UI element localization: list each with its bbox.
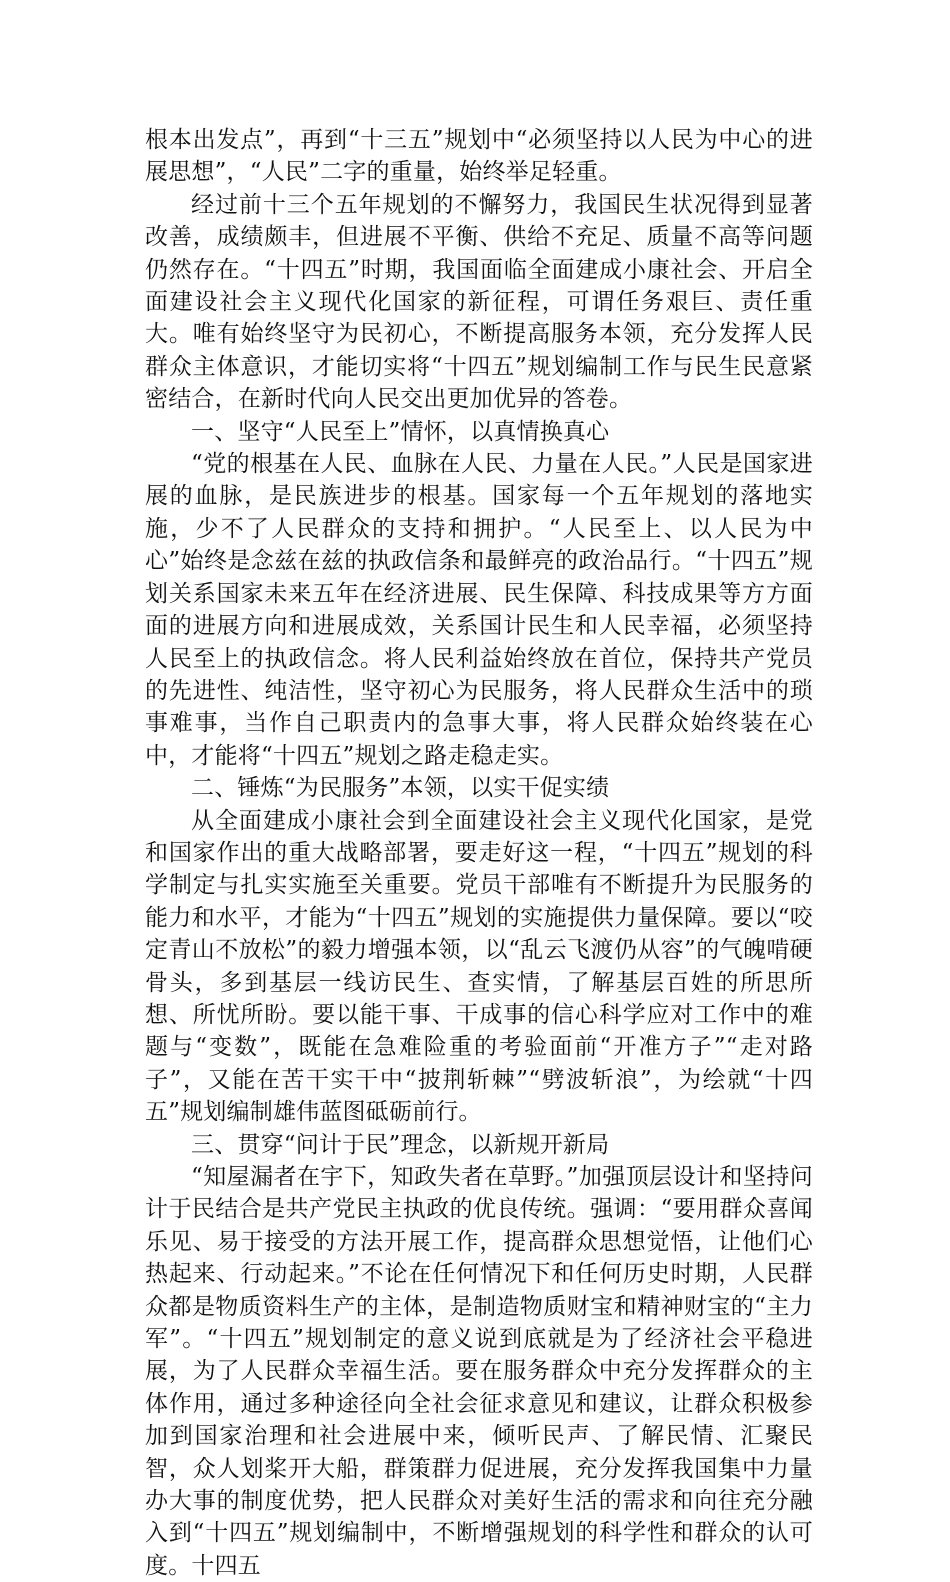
section-heading-1: 一、坚守“人民至上”情怀，以真情换真心 xyxy=(191,418,610,445)
paragraph-section-2: 从全面建成小康社会到全面建设社会主义现代化国家，是党和国家作出的重大战略部署，要走好这一程，“十四五”规划的科学制定与扎实实施至关重要。党员干部唯有不断提升为民服务的能力和水平，才能为“十四五”规划的实施提供力量保障。要以“咬定青山不放松”的毅力增强本领，以“乱云飞渡仍从容”的气魄啃硬骨头，多到基层一线访民生、查实情，了解基层百姓的所思所想、所忧所盼。要以能干事、干成事的信心科学应对工作中的难题与“变数”，既能在急难险重的考验面前“开准方子”“走对路子”，又能在苦干实干中“披荆斩棘”“劈波斩浪”，为绘就“十四五”规划编制雄伟蓝图砥砺前行。 xyxy=(145,807,813,1126)
section-heading-3: 三、贯穿“问计于民”理念，以新规开新局 xyxy=(191,1131,610,1158)
paragraph-section-3: “知屋漏者在宇下，知政失者在草野。”加强顶层设计和坚持问计于民结合是共产党民主执政的优良传统。强调：“要用群众喜闻乐见、易于接受的方法开展工作，提高群众思想觉悟，让他们心热起来、行动起来。”不论在任何情况下和任何历史时期，人民群众都是物质资料生产的主体，是制造物质财宝和精神财宝的“主力军”。“十四五”规划制定的意义说到底就是为了经济社会平稳进展，为了人民群众幸福生活。要在服务群众中充分发挥群众的主体作用，通过多种途径向全社会征求意见和建议，让群众积极参加到国家治理和社会进展中来，倾听民声、了解民情、汇聚民智，众人划桨开大船，群策群力促进展，充分发挥我国集中力量办大事的制度优势，把人民群众对美好生活的需求和向往充分融入到“十四五”规划编制中，不断增强规划的科学性和群众的认可度。十四五 xyxy=(145,1164,813,1579)
document-body xyxy=(145,124,813,1582)
paragraph-section-1: “党的根基在人民、血脉在人民、力量在人民。”人民是国家进展的血脉，是民族进步的根基。国家每一个五年规划的落地实施，少不了人民群众的支持和拥护。“人民至上、以人民为中心”始终是念兹在兹的执政信条和最鲜亮的政治品行。“十四五”规划关系国家未来五年在经济进展、民生保障、科技成果等方方面面的进展方向和进展成效，关系国计民生和人民幸福，必须坚持人民至上的执政信念。将人民利益始终放在首位，保持共产党员的先进性、纯洁性，坚守初心为民服务，将人民群众生活中的琐事难事，当作自己职责内的急事大事，将人民群众始终装在心中，才能将“十四五”规划之路走稳走实。 xyxy=(145,451,813,769)
paragraph-background: 经过前十三个五年规划的不懈努力，我国民生状况得到显著改善，成绩颇丰，但进展不平衡、供给不充足、质量不高等问题仍然存在。“十四五”时期，我国面临全面建成小康社会、开启全面建设社会主义现代化国家的新征程，可谓任务艰巨、责任重大。唯有始终坚守为民初心，不断提高服务本领，充分发挥人民群众主体意识，才能切实将“十四五”规划编制工作与民生民意紧密结合，在新时代向人民交出更加优异的答卷。 xyxy=(145,191,813,413)
paragraph-intro-continuation: 根本出发点”，再到“十三五”规划中“必须坚持以人民为中心的进展思想”，“人民”二字的重量，始终举足轻重。 xyxy=(145,127,813,186)
section-heading-2: 二、锤炼“为民服务”本领，以实干促实绩 xyxy=(191,775,610,802)
